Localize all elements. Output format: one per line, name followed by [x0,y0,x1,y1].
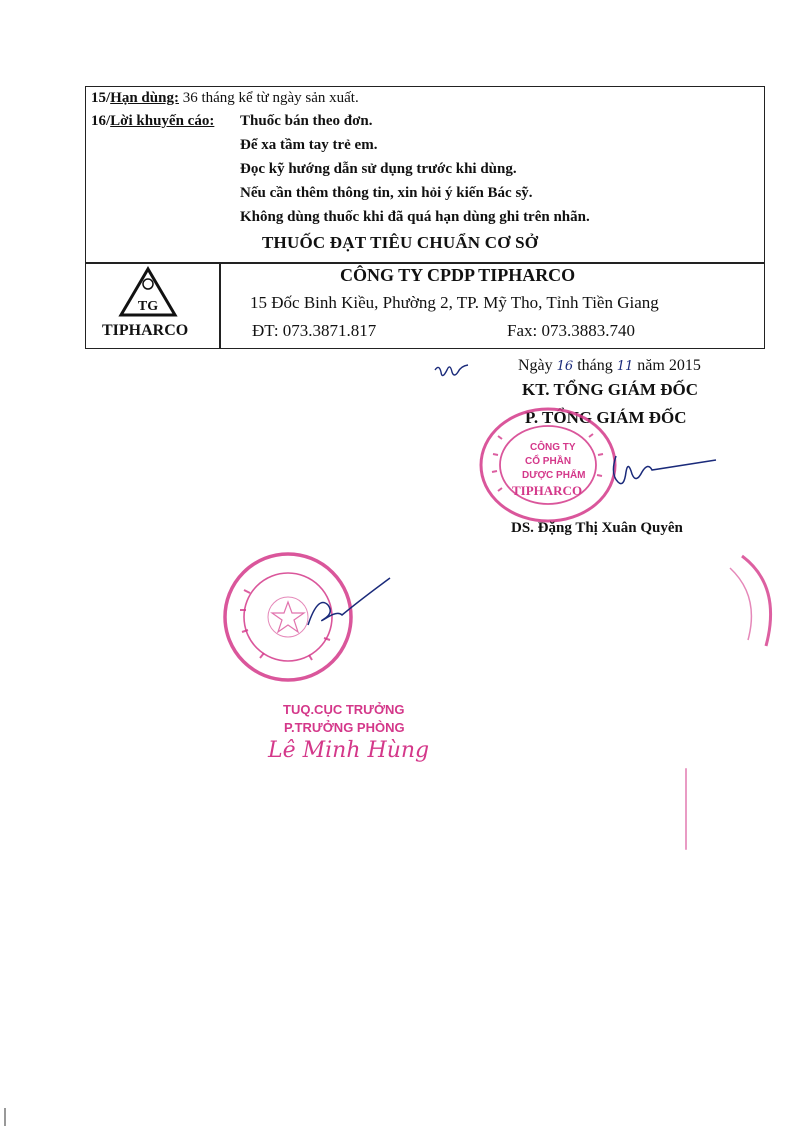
quality-standard: THUỐC ĐẠT TIÊU CHUẨN CƠ SỞ [262,233,539,252]
advice-line: Không dùng thuốc khi đã quá hạn dùng ghi trên nhãn. [240,209,590,225]
item15-text: 36 tháng kể từ ngày sản xuất. [178,90,359,106]
item15-label: Hạn dùng: [110,90,179,106]
item16-number: 16/ [91,113,111,129]
company-logo-icon [118,266,178,318]
date-prefix: Ngày [518,357,553,374]
row-divider [85,262,765,264]
stamp-line: CÔNG TY [530,442,576,453]
partial-stamp-icon [722,548,799,648]
logo-mark: TG [137,299,159,314]
advice-line: Để xa tầm tay trẻ em. [240,137,378,153]
signer-title-2: P. TỔNG GIÁM ĐỐC [525,408,687,427]
initials-icon [432,362,472,384]
company-address: 15 Đốc Binh Kiều, Phường 2, TP. Mỹ Tho, Tỉnh Tiền Giang [250,293,659,312]
scan-mark [4,1108,6,1126]
stamp-line: TIPHARCO [512,483,583,498]
signer-name: DS. Đặng Thị Xuân Quyên [511,520,683,536]
date-year: năm 2015 [637,357,701,374]
advice-line: Nếu cần thêm thông tin, xin hỏi ý kiến Bác sỹ. [240,185,533,201]
column-divider [219,262,221,349]
deputy-title-2: P.TRƯỞNG PHÒNG [284,720,405,735]
company-name: CÔNG TY CPDP TIPHARCO [340,265,576,285]
advice-line: Thuốc bán theo đơn. [240,113,373,129]
deputy-name: Lê Minh Hùng [268,738,430,763]
advice-item [91,113,214,130]
company-phone: ĐT: 073.3871.817 [252,321,377,340]
advice-line: Đọc kỹ hướng dẫn sử dụng trước khi dùng. [240,161,517,177]
scan-mark [685,768,687,850]
deputy-title-1: TUQ.CỤC TRƯỞNG [283,702,405,717]
item16-label: Lời khuyến cáo: [110,113,215,129]
signer-title-1: KT. TỔNG GIÁM ĐỐC [522,380,698,399]
date-day: 16 [556,359,574,374]
ministry-signature-icon [300,575,395,635]
director-signature-icon [600,448,720,496]
stamp-line: DƯỢC PHẨM [522,470,586,481]
shelf-life-item [91,90,359,107]
date-month: 11 [616,359,634,374]
date-month-label: tháng [577,357,613,374]
stamp-line: CỔ PHẦN [525,456,572,467]
item15-number: 15/ [91,90,111,106]
logo-label: TIPHARCO [102,322,189,339]
date-line [518,357,701,375]
company-fax: Fax: 073.3883.740 [507,321,635,340]
